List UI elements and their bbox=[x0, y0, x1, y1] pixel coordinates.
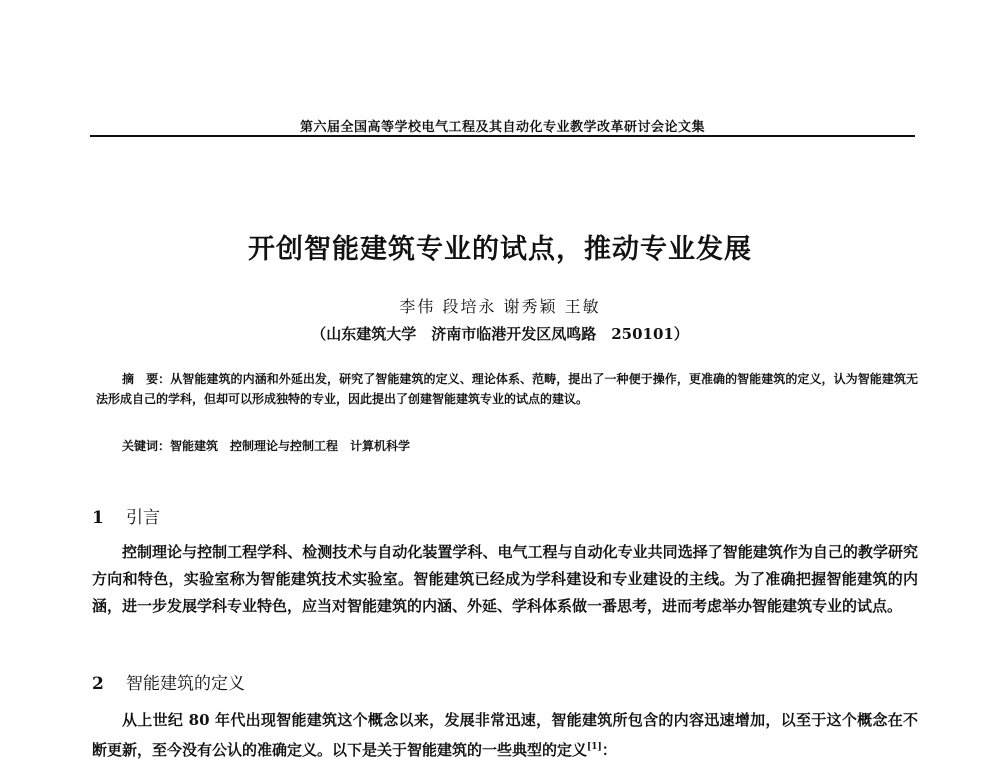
header-rule bbox=[90, 135, 915, 137]
section-number: 2 bbox=[92, 674, 104, 694]
section-paragraph: 控制理论与控制工程学科、检测技术与自动化装置学科、电气工程与自动化专业共同选择了智能建筑作为自己的教学研究方向和特色，实验室称为智能建筑技术实验室。智能建筑已经成为学科建设和专业建设的主线。为了准确把握智能建筑的内涵，进一步发展学科专业特色，应当对智能建筑的内涵、外延、学科体系做一番思考，进而考虑举办智能建筑专业的试点。 bbox=[92, 543, 918, 615]
citation: [1] bbox=[587, 742, 602, 752]
abstract bbox=[96, 369, 918, 409]
section-heading-definition bbox=[92, 669, 245, 694]
keywords-label: 关键词： bbox=[122, 439, 171, 453]
abstract-label: 摘 要： bbox=[122, 372, 171, 386]
section-heading-intro bbox=[92, 503, 160, 528]
paragraph-end: ： bbox=[601, 741, 617, 759]
keywords bbox=[122, 437, 410, 454]
authors: 李伟 段培永 谢秀颖 王敏 bbox=[399, 297, 601, 316]
paper-title: 开创智能建筑专业的试点，推动专业发展 bbox=[248, 234, 752, 265]
section-number: 1 bbox=[92, 508, 104, 528]
keywords-text: 智能建筑 控制理论与控制工程 计算机科学 bbox=[170, 439, 411, 453]
section-title: 智能建筑的定义 bbox=[126, 674, 245, 694]
abstract-text: 从智能建筑的内涵和外延出发，研究了智能建筑的定义、理论体系、范畴，提出了一种便于操作，更准确的智能建筑的定义，认为智能建筑无法形成自己的学科，但却可以形成独特的专业，因此提出了创建智能建筑专业的试点的建议。 bbox=[96, 372, 918, 406]
paragraph-text: 从上世纪 80 年代出现智能建筑这个概念以来，发展非常迅速，智能建筑所包含的内容迅速增加，以至于这个概念在不断更新，至今没有公认的准确定义。以下是关于智能建筑的一些典型的定义 bbox=[92, 711, 918, 759]
section-title: 引言 bbox=[126, 508, 160, 528]
running-header: 第六届全国高等学校电气工程及其自动化专业教学改革研讨会论文集 bbox=[299, 120, 705, 135]
section-paragraph bbox=[92, 707, 918, 764]
affiliation: （山东建筑大学 济南市临港开发区凤鸣路 250101） bbox=[311, 325, 689, 343]
